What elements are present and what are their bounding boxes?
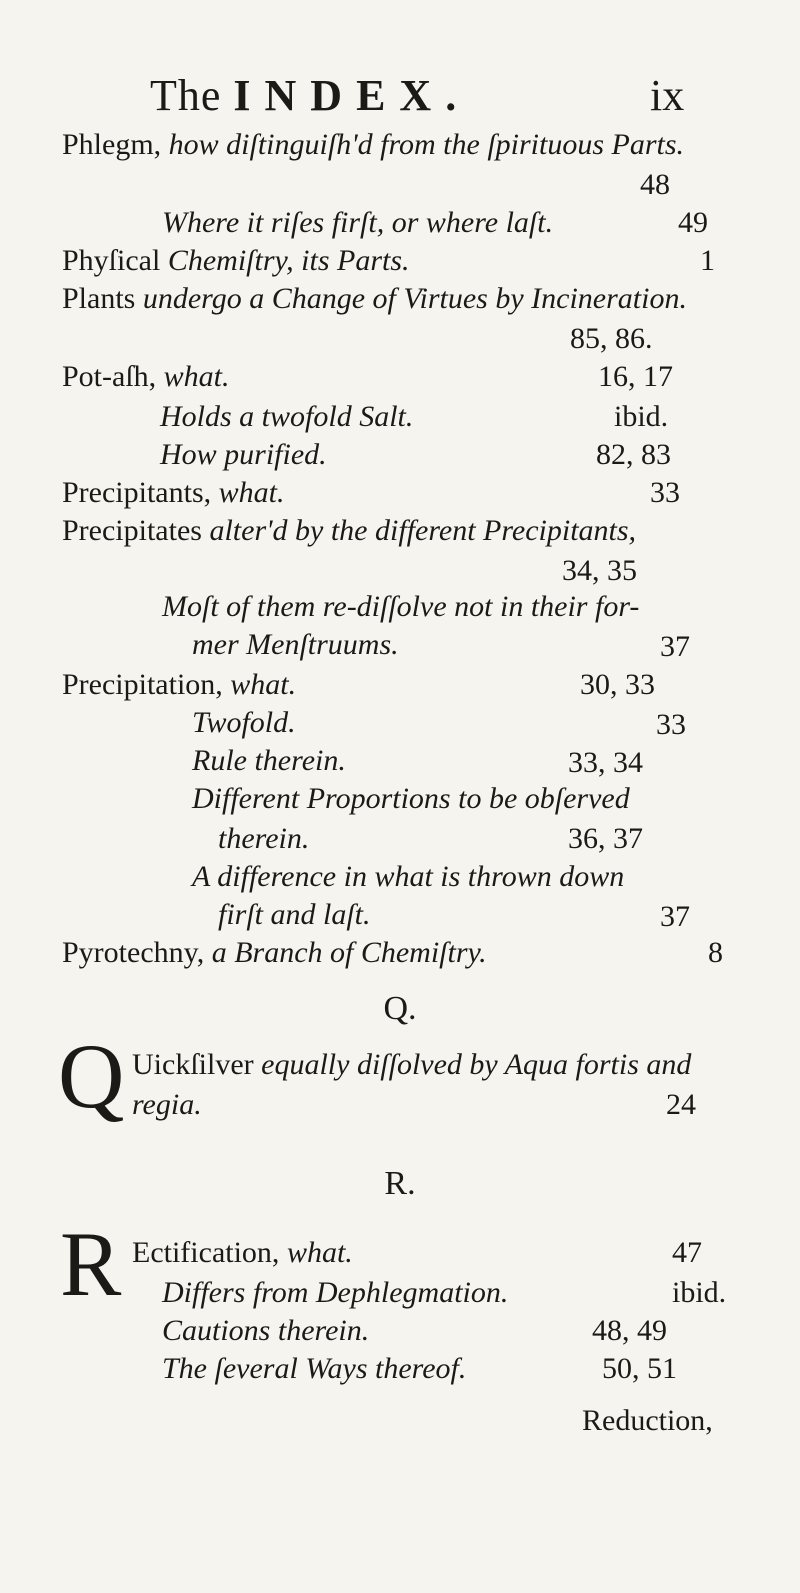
index-subentry: Twofold. bbox=[192, 706, 296, 739]
entry-pages: 37 bbox=[660, 900, 690, 933]
index-subentry: Holds a twofold Salt. bbox=[160, 400, 414, 433]
index-entry: Precipitation, what. bbox=[62, 668, 297, 701]
section-letter-r: R. bbox=[384, 1165, 416, 1202]
index-entry: Uickſilver equally diſſolved by Aqua fortis and bbox=[132, 1048, 692, 1081]
entry-pages: 50, 51 bbox=[602, 1352, 677, 1385]
entry-pages: ibid. bbox=[614, 400, 669, 433]
entry-pages: 33 bbox=[656, 708, 686, 741]
running-header bbox=[0, 70, 800, 130]
index-subentry-cont: mer Menſtruums. bbox=[192, 628, 399, 661]
entry-pages: 24 bbox=[666, 1088, 696, 1121]
entry-pages: 34, 35 bbox=[562, 554, 637, 587]
entry-pages: 36, 37 bbox=[568, 822, 643, 855]
entry-pages: 82, 83 bbox=[596, 438, 671, 471]
index-entry: Precipitates alter'd by the different Precipitants, bbox=[62, 514, 637, 547]
entry-pages: 49 bbox=[678, 206, 708, 239]
index-subentry: Differs from Dephlegmation. bbox=[162, 1276, 509, 1309]
index-entry: Phyſical Chemiſtry, its Parts. bbox=[62, 244, 410, 277]
entry-pages: 37 bbox=[660, 630, 690, 663]
index-entry: Pyrotechny, a Branch of Chemiſtry. bbox=[62, 936, 487, 969]
index-entry: Ectification, what. bbox=[132, 1236, 353, 1269]
entry-pages: ibid. bbox=[672, 1276, 727, 1309]
index-entry: Phlegm, how diſtinguiſh'd from the ſpirituous Parts. bbox=[62, 128, 685, 161]
index-subentry-cont: firſt and laſt. bbox=[218, 898, 371, 931]
index-subentry: Moſt of them re-diſſolve not in their for- bbox=[162, 590, 640, 623]
entry-pages: 1 bbox=[700, 244, 715, 277]
index-subentry: A difference in what is thrown down bbox=[192, 860, 625, 893]
entry-pages: 33 bbox=[650, 476, 680, 509]
index-entry: Precipitants, what. bbox=[62, 476, 285, 509]
index-subentry: Rule therein. bbox=[192, 744, 346, 777]
index-subentry-cont: therein. bbox=[218, 822, 310, 855]
entry-pages: 30, 33 bbox=[580, 668, 655, 701]
index-entry: Pot-aſh, what. bbox=[62, 360, 230, 393]
entry-pages: 48 bbox=[640, 168, 670, 201]
catchword: Reduction, bbox=[582, 1404, 713, 1437]
index-subentry: How purified. bbox=[160, 438, 327, 471]
entry-pages: 48, 49 bbox=[592, 1314, 667, 1347]
dropcap-r: R bbox=[60, 1213, 122, 1315]
entry-pages: 85, 86. bbox=[570, 322, 653, 355]
dropcap-q: Q bbox=[58, 1025, 125, 1127]
index-subentry: Where it riſes firſt, or where laſt. bbox=[162, 206, 554, 239]
page-title: The INDEX. bbox=[150, 71, 471, 120]
index-entry: Plants undergo a Change of Virtues by Incineration. bbox=[62, 282, 687, 315]
entry-pages: 16, 17 bbox=[598, 360, 673, 393]
index-subentry: Different Proportions to be obſerved bbox=[192, 782, 630, 815]
entry-pages: 47 bbox=[672, 1236, 702, 1269]
index-entry-cont: regia. bbox=[132, 1088, 202, 1121]
entry-pages: 8 bbox=[708, 936, 723, 969]
index-subentry: The ſeveral Ways thereof. bbox=[162, 1352, 467, 1385]
index-subentry: Cautions therein. bbox=[162, 1314, 370, 1347]
entry-pages: 33, 34 bbox=[568, 746, 643, 779]
page-number: ix bbox=[650, 71, 685, 120]
section-letter-q: Q. bbox=[383, 990, 417, 1027]
